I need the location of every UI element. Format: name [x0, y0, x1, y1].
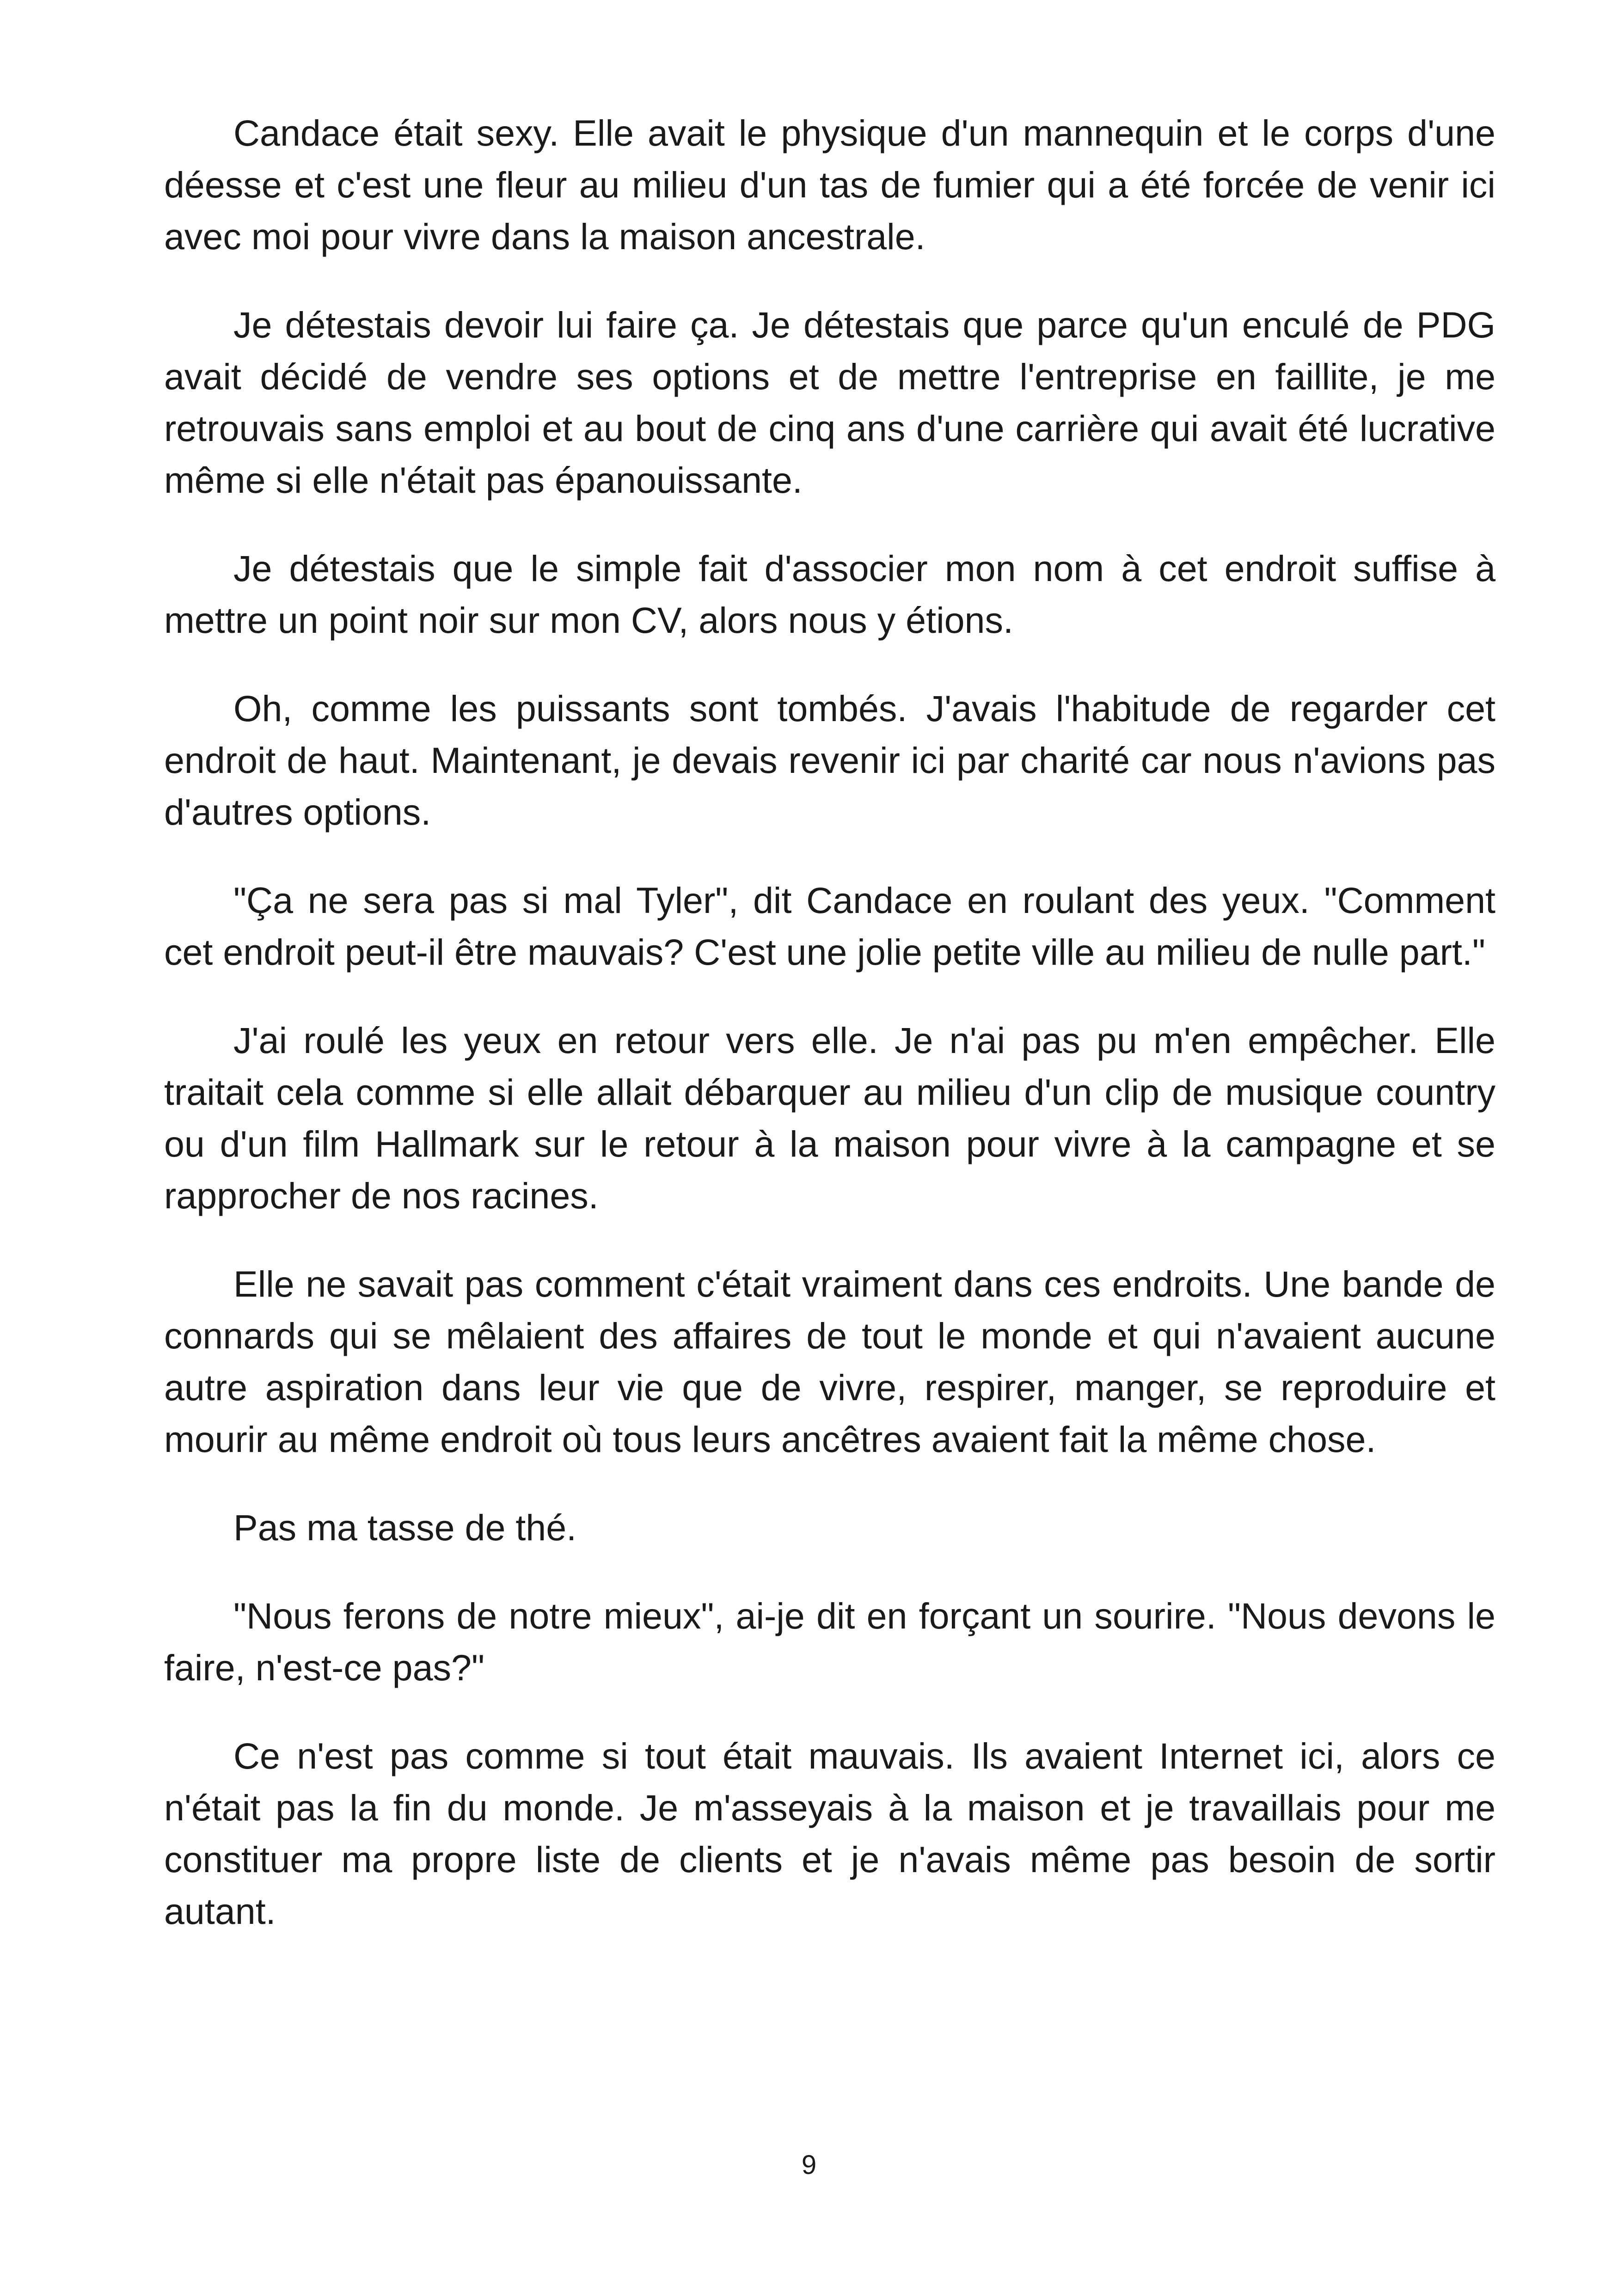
paragraph-4: Oh, comme les puissants sont tombés. J'avais l'habitude de regarder cet endroit de haut. Maintenant, je devais revenir ici par charité car nous n'avions pas d'autres options.	[164, 688, 1495, 833]
paragraph-9: "Nous ferons de notre mieux", ai-je dit en forçant un sourire. "Nous devons le faire, n'est-ce pas?"	[164, 1595, 1495, 1688]
paragraph-10: Ce n'est pas comme si tout était mauvais. Ils avaient Internet ici, alors ce n'était pas la fin du monde. Je m'asseyais à la maison et je travaillais pour me constituer ma propre liste de clients et je n'avais même pas besoin de sortir autant.	[164, 1735, 1495, 1932]
paragraph-2: Je détestais devoir lui faire ça. Je détestais que parce qu'un enculé de PDG avait décidé de vendre ses options et de mettre l'entreprise en faillite, je me retrouvais sans emploi et au bout de cinq ans d'une carrière qui avait été lucrative même si elle n'était pas épanouissante.	[164, 304, 1495, 501]
body-text	[164, 107, 1495, 1974]
paragraph-7: Elle ne savait pas comment c'était vraiment dans ces endroits. Une bande de connards qui se mêlaient des affaires de tout le monde et qui n'avaient aucune autre aspiration dans leur vie que de vivre, respirer, manger, se reproduire et mourir au même endroit où tous leurs ancêtres avaient fait la même chose.	[164, 1263, 1495, 1460]
paragraph-1: Candace était sexy. Elle avait le physique d'un mannequin et le corps d'une déesse et c'est une fleur au milieu d'un tas de fumier qui a été forcée de venir ici avec moi pour vivre dans la maison ancestrale.	[164, 112, 1495, 257]
paragraph-5: "Ça ne sera pas si mal Tyler", dit Candace en roulant des yeux. "Comment cet endroit peut-il être mauvais? C'est une jolie petite ville au milieu de nulle part."	[164, 880, 1495, 973]
page-number: 9	[801, 2150, 817, 2180]
paragraph-8: Pas ma tasse de thé.	[233, 1507, 577, 1548]
paragraph-3: Je détestais que le simple fait d'associer mon nom à cet endroit suffise à mettre un point noir sur mon CV, alors nous y étions.	[164, 548, 1495, 641]
paragraph-6: J'ai roulé les yeux en retour vers elle. Je n'ai pas pu m'en empêcher. Elle traitait cela comme si elle allait débarquer au milieu d'un clip de musique country ou d'un film Hallmark sur le retour à la maison pour vivre à la campagne et se rapprocher de nos racines.	[164, 1020, 1495, 1216]
